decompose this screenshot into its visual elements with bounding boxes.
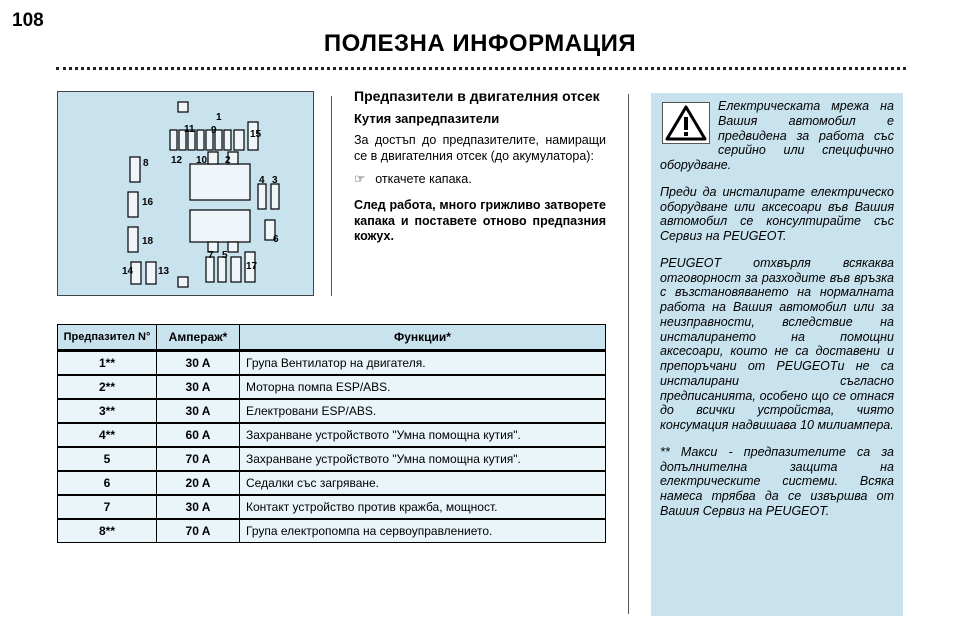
diagram-label: 8 xyxy=(143,158,149,169)
fuse-table xyxy=(57,324,606,543)
fuse-number: 1** xyxy=(58,351,157,376)
fuse-amperage: 60 A xyxy=(157,423,240,447)
diagram-label: 14 xyxy=(122,266,134,277)
diagram-label: 6 xyxy=(273,234,279,245)
diagram-label: 2 xyxy=(225,155,231,166)
fuse-amperage: 30 A xyxy=(157,375,240,399)
column-divider xyxy=(331,96,332,296)
diagram-label: 7 xyxy=(208,250,214,261)
step-text: откачете капака. xyxy=(375,172,472,187)
diagram-label: 18 xyxy=(142,236,154,247)
diagram-label: 5 xyxy=(222,250,228,261)
diagram-label: 12 xyxy=(171,155,183,166)
section-subheading: Кутия запредпазители xyxy=(354,110,500,126)
fuse-amperage: 70 A xyxy=(157,447,240,471)
diagram-label: 9 xyxy=(211,125,217,136)
info-paragraph: ** Макси - предпазителите са за допълнителна защита на електрическите системи. Всяка намеса трябва да се извършва от Вашия Сервиз на PEUGEOT. xyxy=(660,444,894,518)
diagram-label: 11 xyxy=(184,124,195,135)
table-row xyxy=(58,495,606,519)
fuse-amperage: 30 A xyxy=(157,351,240,376)
warning-triangle-icon xyxy=(662,102,710,144)
diagram-label: 15 xyxy=(250,129,262,140)
fuse-number: 8** xyxy=(58,519,157,543)
info-paragraph: PEUGEOT отхвърля всякаква отговорност за разходите във връзка с възстановяването на нормалната работа на Вашия автомобил или за неизправности, вследствие на инсталирането на помощни аксесоари, които не са доставени и препоръчани от PEUGEOTи не са инсталирани съгласно предписанията, особено що се отнася до всички устройства, чиято консумация надвишава 10 милиампера. xyxy=(660,255,894,432)
section-intro: За достъп до предпазителите, намиращи се в двигателния отсек (до акумулатора): xyxy=(354,133,606,163)
header-functions: Функции* xyxy=(240,325,606,351)
fuse-function: Група електропомпа на сервоуправлението. xyxy=(240,519,606,543)
fuse-number: 3** xyxy=(58,399,157,423)
info-panel xyxy=(651,93,903,616)
step-item xyxy=(354,172,606,188)
fuse-function: Група Вентилатор на двигателя. xyxy=(240,351,606,376)
section-warning: След работа, много грижливо затворете капака и поставете отново предпазния кожух. xyxy=(354,197,606,244)
diagram-label: 1 xyxy=(216,112,222,123)
fuse-number: 5 xyxy=(58,447,157,471)
dotted-divider xyxy=(56,67,906,70)
fuse-function: Моторна помпа ESP/ABS. xyxy=(240,375,606,399)
header-fuse-number: Предпазител N° xyxy=(58,325,157,351)
fuse-function: Електровани ESP/ABS. xyxy=(240,399,606,423)
info-paragraph: Преди да инсталирате електрическо оборудване или аксесоари във Вашия автомобил се консултирайте със Сервиз на PEUGEOT. xyxy=(660,184,894,243)
table-row xyxy=(58,471,606,495)
table-row xyxy=(58,423,606,447)
diagram-label: 10 xyxy=(196,155,208,166)
table-row xyxy=(58,399,606,423)
table-row xyxy=(58,447,606,471)
fuse-function: Захранване устройството "Умна помощна кутия". xyxy=(240,447,606,471)
table-row xyxy=(58,351,606,376)
column-divider xyxy=(628,94,629,614)
fuse-function: Седалки със загряване. xyxy=(240,471,606,495)
page-number: 108 xyxy=(12,10,44,31)
table-row xyxy=(58,519,606,543)
fuse-number: 7 xyxy=(58,495,157,519)
diagram-label: 3 xyxy=(272,175,278,186)
diagram-label: 16 xyxy=(142,197,154,208)
fuse-number: 2** xyxy=(58,375,157,399)
fuse-function: Захранване устройството "Умна помощна кутия". xyxy=(240,423,606,447)
header-amperage: Ампераж* xyxy=(157,325,240,351)
fuse-number: 4** xyxy=(58,423,157,447)
info-paragraph: Електрическата мрежа на Вашия автомобил е предвидена за работа със серийно или специфично оборудване. xyxy=(660,99,894,172)
fuse-box-diagram xyxy=(57,91,314,296)
diagram-label: 4 xyxy=(259,175,265,186)
table-row xyxy=(58,375,606,399)
page-title: ПОЛЕЗНА ИНФОРМАЦИЯ xyxy=(323,30,637,57)
fuse-amperage: 30 A xyxy=(157,495,240,519)
fuse-box-drawing xyxy=(58,92,314,296)
pointing-hand-icon: ☞ xyxy=(354,172,366,187)
fuse-amperage: 30 A xyxy=(157,399,240,423)
diagram-label: 17 xyxy=(246,261,258,272)
fuse-number: 6 xyxy=(58,471,157,495)
section-heading: Предпазители в двигателния отсек xyxy=(354,88,600,104)
engine-fuses-section xyxy=(354,88,606,253)
diagram-label: 13 xyxy=(158,266,170,277)
fuse-function: Контакт устройство против кражба, мощност. xyxy=(240,495,606,519)
fuse-amperage: 70 A xyxy=(157,519,240,543)
fuse-amperage: 20 A xyxy=(157,471,240,495)
table-header-row xyxy=(58,325,606,351)
